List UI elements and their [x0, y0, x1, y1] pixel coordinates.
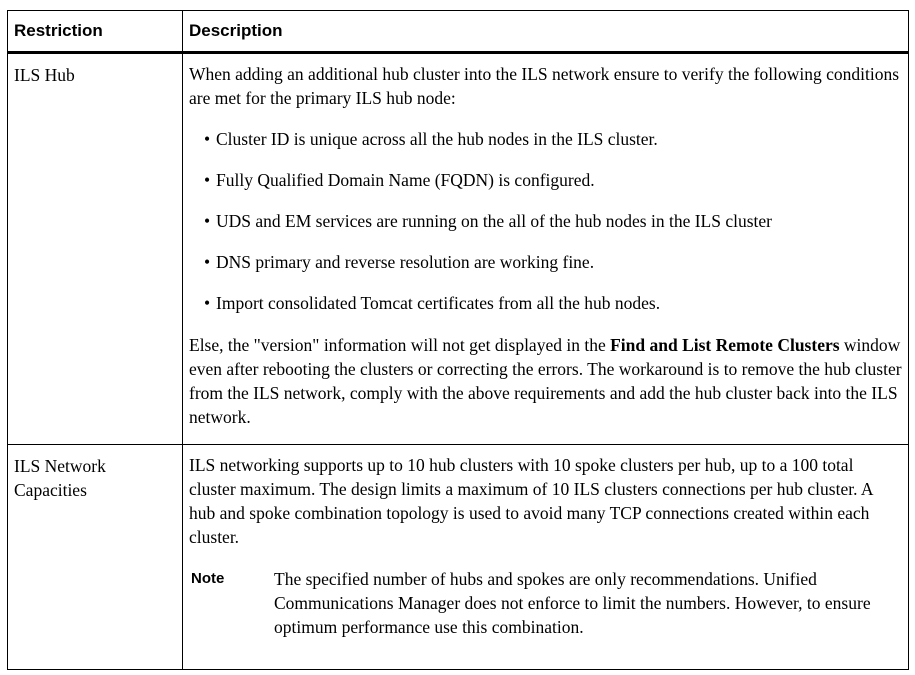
- list-item: • Cluster ID is unique across all the hub nodes in the ILS cluster.: [189, 127, 902, 151]
- restrictions-table: [7, 10, 909, 670]
- restriction-cell: [8, 53, 183, 445]
- window-name: Find and List Remote Clusters: [610, 335, 840, 355]
- list-item: • UDS and EM services are running on the all of the hub nodes in the ILS cluster: [189, 209, 902, 233]
- description-followup: [189, 333, 902, 429]
- description-text: ILS networking supports up to 10 hub clusters with 10 spoke clusters per hub, up to a 100 total cluster maximum. The design limits a maximum of 10 ILS clusters connections per hub cluster. A hub and spoke combination topology is used to avoid many TCP connections created within each cluster.: [189, 455, 873, 547]
- list-item: • Import consolidated Tomcat certificates from all the hub nodes.: [189, 291, 902, 315]
- description-cell: [183, 445, 909, 670]
- header-description: [183, 11, 909, 53]
- table-row: [8, 445, 909, 670]
- header-restriction: [8, 11, 183, 53]
- header-description-label: Description: [189, 21, 283, 40]
- restriction-label: ILS Network Capacities: [14, 456, 106, 500]
- header-restriction-label: Restriction: [14, 21, 103, 40]
- note-text: The specified number of hubs and spokes are only recommendations. Unified Communications Manager does not enforce to limit the numbers. However, to ensure optimum performance use this combination.: [274, 569, 871, 637]
- description-intro: When adding an additional hub cluster into the ILS network ensure to verify the following conditions are met for the primary ILS hub node:: [189, 64, 900, 108]
- conditions-list: [189, 127, 902, 315]
- followup-text-start: Else, the "version" information will not get displayed in the: [189, 335, 611, 355]
- table-row: [8, 53, 909, 445]
- list-item: • DNS primary and reverse resolution are working fine.: [189, 250, 902, 274]
- header-row: [8, 11, 909, 53]
- restriction-label: ILS Hub: [14, 65, 75, 85]
- restriction-cell: [8, 445, 183, 670]
- description-cell: [183, 53, 909, 445]
- followup-text-end: window even after rebooting the clusters or correcting the errors. The workaround is to remove the hub cluster from the ILS network, comply with the above requirements and add the hub cluster back into the ILS network.: [189, 335, 902, 427]
- list-item: • Fully Qualified Domain Name (FQDN) is configured.: [189, 168, 902, 192]
- note-block: [189, 567, 902, 639]
- note-label: Note: [191, 570, 225, 587]
